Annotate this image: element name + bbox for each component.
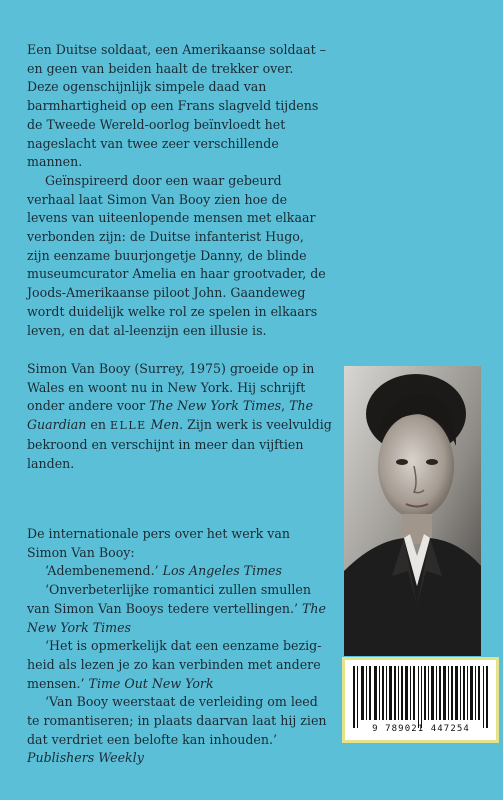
blurb: [27, 41, 327, 340]
press-quotes: [27, 525, 327, 768]
press-quote: [27, 637, 327, 693]
bio-text-1: Simon Van Booy (Surrey, 1975) groeide op in Wales en woont nu in New York. Hij schrijft onder andere voor: [27, 361, 315, 414]
press-quote: [27, 562, 327, 581]
isbn-number: 9 789021 447254: [372, 724, 470, 734]
barcode-bars: [353, 666, 491, 728]
press-quote: [27, 693, 327, 768]
bio-publication-guardian: The Guardian: [27, 398, 314, 433]
bio-text-3: . Zijn werk is veelvuldig bekroond en verschijnt in meer dan vijftien landen.: [27, 417, 332, 471]
author-portrait-image: [344, 366, 481, 656]
press-quote: [27, 581, 327, 637]
quote-source: Los Angeles Times: [162, 563, 282, 579]
blurb-paragraph-2: Geïnspireerd door een waar gebeurd verhaal laat Simon Van Booy zien hoe de levens van uiteenlopende mensen met elkaar verbonden zijn: de Duitse infanterist Hugo, zijn eenzame buurjongetje Danny, de blinde museumcurator Amelia en haar grootvader, de Joods-Amerikaanse piloot John. Gaandeweg wordt duidelijk welke rol ze spelen in elkaars leven, en dat al-leenzijn een illusie is.: [27, 172, 326, 338]
press-intro: De internationale pers over het werk van Simon Van Booy:: [27, 526, 291, 560]
author-photo: [344, 366, 481, 656]
quote-text: ‘Van Booy weerstaat de verleiding om leed te romantiseren; in plaats daarvan laat hij zien dat verdriet een belofte kan inhouden.’: [27, 694, 327, 747]
barcode: [342, 657, 499, 743]
quote-text: ‘Adembenemend.’: [45, 563, 163, 579]
quote-source: The New York Times: [27, 600, 326, 635]
bio-separator: ,: [281, 398, 290, 414]
quote-text: ‘Onverbeterlijke romantici zullen smullen van Simon Van Booys tedere vertellingen.’: [27, 582, 311, 616]
quote-source: Publishers Weekly: [27, 750, 144, 766]
quote-text: ‘Het is opmerkelijk dat een eenzame bezig-heid als lezen je zo kan verbinden met andere mensen.’: [27, 638, 322, 691]
blurb-paragraph-1: Een Duitse soldaat, een Amerikaanse soldaat – en geen van beiden haalt de trekker over. Deze ogenschijnlijk simpele daad van barmhartigheid op een Frans slagveld tijdens de Tweede Wereld-oorlog beïnvloedt het nageslacht van twee zeer verschillende mannen.: [27, 42, 326, 170]
bio-text-2: en: [86, 417, 110, 433]
author-bio: [27, 360, 332, 473]
bio-publication-elle: ELLE: [110, 419, 147, 433]
bio-publication-men: Men: [146, 417, 180, 433]
bio-publication-nyt: The New York Times: [149, 398, 282, 414]
quote-source: Time Out New York: [88, 675, 214, 691]
